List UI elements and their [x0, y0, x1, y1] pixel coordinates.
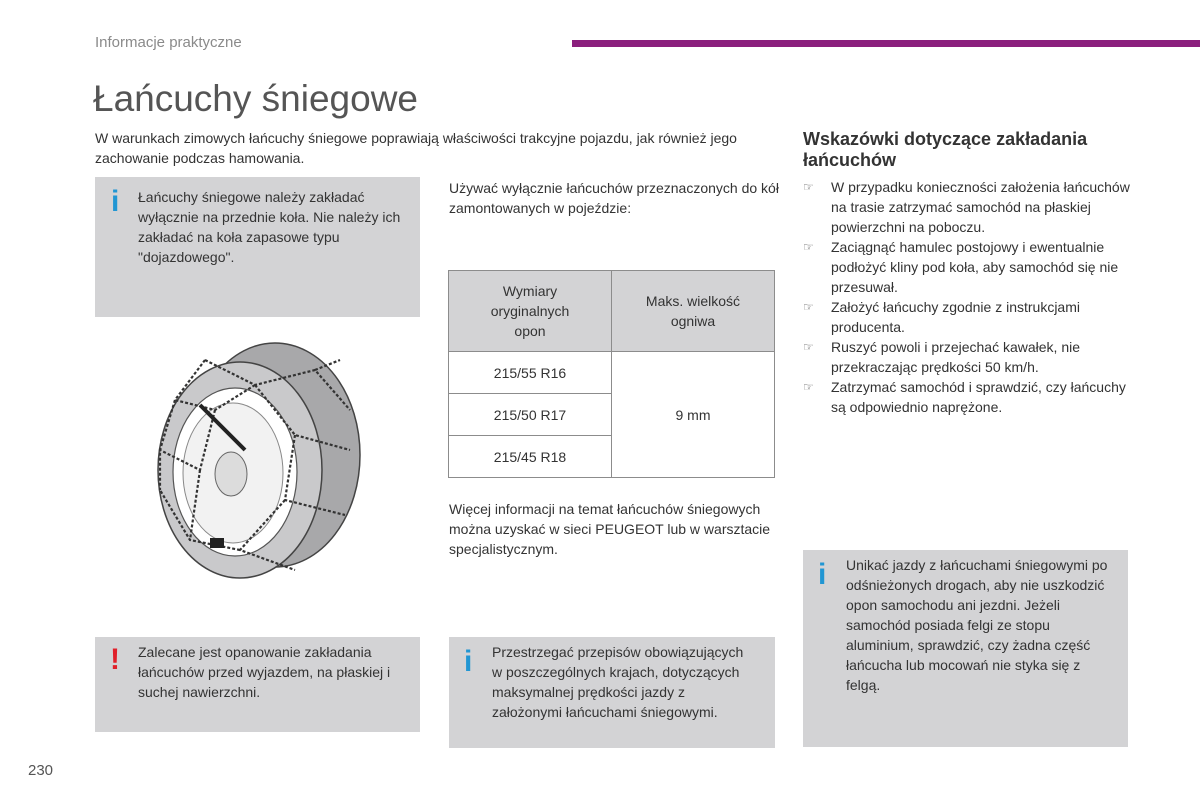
pointing-hand-icon: ☞: [803, 240, 814, 254]
list-item-text: Zaciągnąć hamulec postojowy i ewentualnie podłożyć kliny pod koła, aby samochód się nie przesuwał.: [831, 239, 1119, 295]
info-box-text: Łańcuchy śniegowe należy zakładać wyłącznie na przednie koła. Nie należy ich zakładać na koła zapasowe typu "dojazdowego".: [138, 189, 401, 265]
list-item: [803, 177, 1133, 237]
intro-paragraph: W warunkach zimowych łańcuchy śniegowe poprawiają właściwości trakcyjne pojazdu, jak również jego zachowanie podczas hamowania.: [95, 130, 737, 166]
table-cell-tyre-size: 215/50 R17: [449, 394, 612, 436]
chain-lock: [210, 538, 224, 548]
info-box-text: Unikać jazdy z łańcuchami śniegowymi po odśnieżonych drogach, aby nie uszkodzić opon samochodu ani jezdni. Jeżeli samochód posiada felgi ze stopu aluminium, sprawdzić, czy żadna część łańcucha lub mocowań nie styka się z felgą.: [846, 557, 1108, 693]
warning-icon: !: [110, 643, 120, 676]
table-cell-tyre-size: 215/55 R16: [449, 352, 612, 394]
instructions-heading: Wskazówki dotyczące zakładania łańcuchów: [803, 129, 1088, 170]
table-cell-tyre-size: 215/45 R18: [449, 436, 612, 478]
list-item: [803, 237, 1133, 297]
info-icon: i: [464, 645, 473, 678]
table-header-cell: Maks. wielkość ogniwa: [612, 271, 775, 352]
section-label: Informacje praktyczne: [95, 34, 242, 51]
info-box-alloy-wheels: [803, 550, 1128, 747]
list-item-text: Ruszyć powoli i przejechać kawałek, nie przekraczając prędkości 50 km/h.: [831, 339, 1080, 375]
more-info-text: Więcej informacji na temat łańcuchów śniegowych można uzyskać w sieci PEUGEOT lub w warsztacie specjalistycznym.: [449, 501, 771, 557]
info-box-front-wheels: [95, 177, 420, 317]
info-icon: i: [111, 185, 120, 218]
tyre-size-table: [448, 270, 775, 478]
pointing-hand-icon: ☞: [803, 380, 814, 394]
pointing-hand-icon: ☞: [803, 340, 814, 354]
warning-box-text: Zalecane jest opanowanie zakładania łańcuchów przed wyjazdem, na płaskiej i suchej nawierzchni.: [138, 644, 391, 700]
table-cell-max-link: 9 mm: [612, 352, 775, 478]
page-number: 230: [28, 762, 54, 779]
page-title: Łańcuchy śniegowe: [93, 78, 418, 119]
list-item: [803, 337, 1133, 377]
tyre-with-snow-chain-illustration: [145, 340, 375, 590]
list-item: [803, 297, 1133, 337]
table-header-cell: Wymiary oryginalnych opon: [449, 271, 612, 352]
list-item-text: W przypadku konieczności założenia łańcuchów na trasie zatrzymać samochód na płaskiej powierzchni na poboczu.: [831, 179, 1130, 235]
info-icon: i: [818, 558, 827, 591]
warning-box: [95, 637, 420, 732]
list-item: [803, 377, 1133, 417]
pointing-hand-icon: ☞: [803, 180, 814, 194]
tyre-shape: [158, 343, 360, 578]
list-item-text: Zatrzymać samochód i sprawdzić, czy łańcuchy są odpowiednio naprężone.: [831, 379, 1126, 415]
info-box-text: Przestrzegać przepisów obowiązujących w poszczególnych krajach, dotyczących maksymalnej prędkości jazdy z założonymi łańcuchami śniegowymi.: [492, 644, 744, 720]
info-box-speed-regulations: [449, 637, 775, 748]
table-row: [449, 352, 775, 394]
instructions-list: [803, 177, 1133, 417]
list-item-text: Założyć łańcuchy zgodnie z instrukcjami producenta.: [831, 299, 1080, 335]
pointing-hand-icon: ☞: [803, 300, 814, 314]
tyre-compatibility-intro: Używać wyłącznie łańcuchów przeznaczonych do kół zamontowanych w pojeździe:: [449, 180, 779, 216]
header-accent-bar: [572, 40, 1200, 47]
table-header-row: [449, 271, 775, 352]
